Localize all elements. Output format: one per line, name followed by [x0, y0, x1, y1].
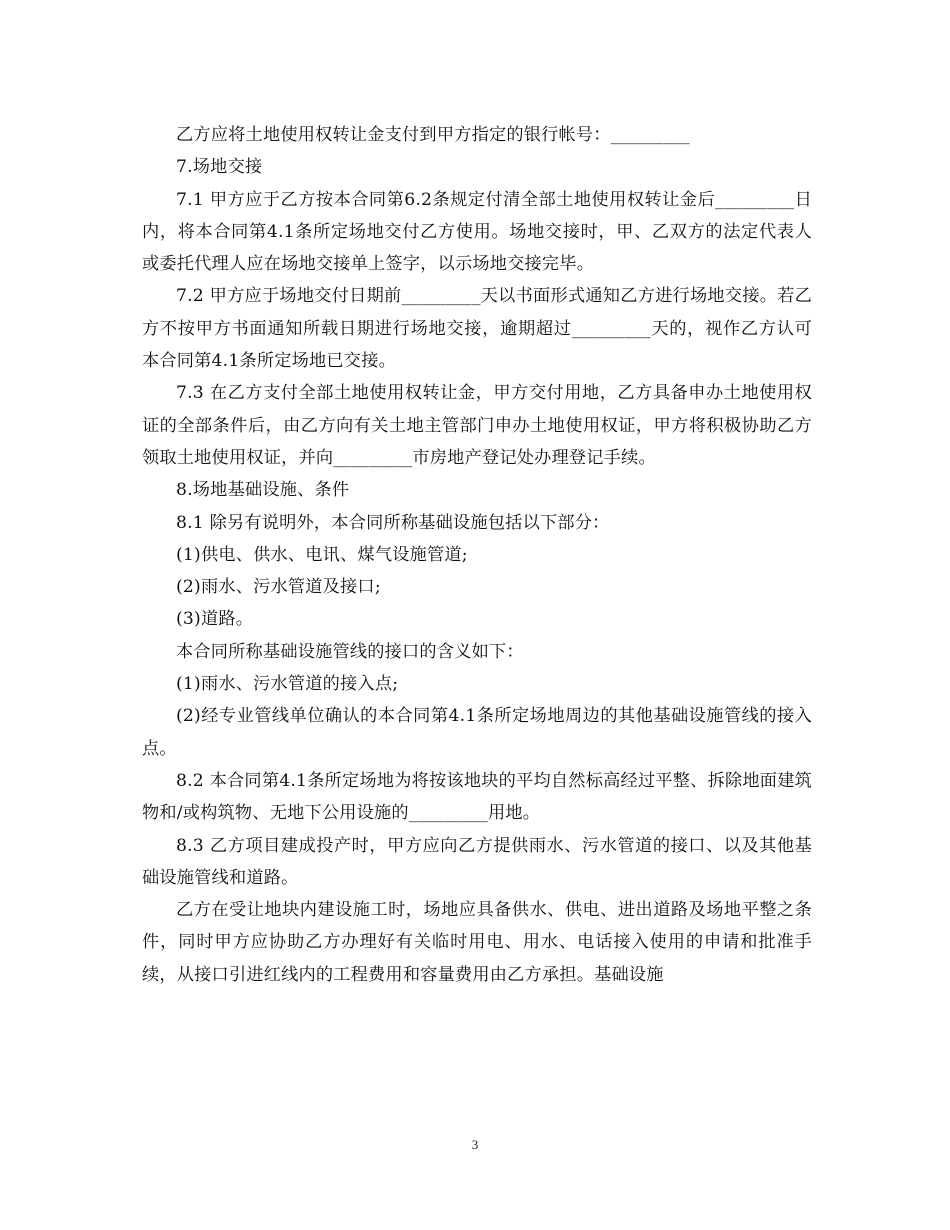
paragraph-8-2: 8.2 本合同第4.1条所定场地为将按该地块的平均自然标高经过平整、拆除地面建筑物和/或构筑物、无地下公用设施的_________用地。: [142, 770, 812, 824]
paragraph-8-3: 8.3 乙方项目建成投产时，甲方应向乙方提供雨水、污水管道的接口、以及其他基础设施管线和道路。: [142, 835, 812, 888]
paragraph-7-2: 7.2 甲方应于场地交付日期前_________天以书面形式通知乙方进行场地交接。若乙方不按甲方书面通知所载日期进行场地交接，逾期超过_________天的，视作乙方认可本合同第4.1条所定场地已交接。: [142, 286, 812, 372]
list-item-other-pipelines: (2)经专业管线单位确认的本合同第4.1条所定场地周边的其他基础设施管线的接入点。: [142, 706, 812, 759]
paragraph-7-1: 7.1 甲方应于乙方按本合同第6.2条规定付清全部土地使用权转让金后_________日内，将本合同第4.1条所定场地交付乙方使用。场地交接时，甲、乙双方的法定代表人或委托代理人应在场地交接单上签字，以示场地交接完毕。: [142, 189, 812, 275]
paragraph-bank-account: 乙方应将土地使用权转让金支付到甲方指定的银行帐号：_________: [176, 125, 690, 145]
paragraph-construction-conditions: 乙方在受让地块内建设施工时，场地应具备供水、供电、进出道路及场地平整之条件，同时甲方应协助乙方办理好有关临时用电、用水、电话接入使用的申请和批准手续，从接口引进红线内的工程费用和容量费用由乙方承担。基础设施: [142, 900, 812, 985]
list-item-drainage-point: (1)雨水、污水管道的接入点;: [176, 674, 399, 695]
heading-site-handover: 7.场地交接: [176, 157, 263, 178]
document-body: [142, 119, 812, 991]
paragraph-8-1: 8.1 除另有说明外，本合同所称基础设施包括以下部分：: [176, 512, 610, 533]
list-item-utilities: (1)供电、供水、电讯、煤气设施管道;: [176, 544, 468, 565]
list-item-drainage: (2)雨水、污水管道及接口;: [176, 577, 381, 598]
paragraph-7-3: 7.3 在乙方支付全部土地使用权转让金，甲方交付用地，乙方具备申办土地使用权证的全部条件后，由乙方向有关土地主管部门申办土地使用权证，甲方将积极协助乙方领取土地使用权证，并向_________市房地产登记处办理登记手续。: [142, 383, 812, 468]
paragraph-interface-definition: 本合同所称基础设施管线的接口的含义如下：: [176, 641, 524, 662]
list-item-roads: (3)道路。: [176, 609, 254, 630]
page-number: 3: [471, 1137, 479, 1152]
heading-infrastructure: 8.场地基础设施、条件: [176, 480, 350, 501]
